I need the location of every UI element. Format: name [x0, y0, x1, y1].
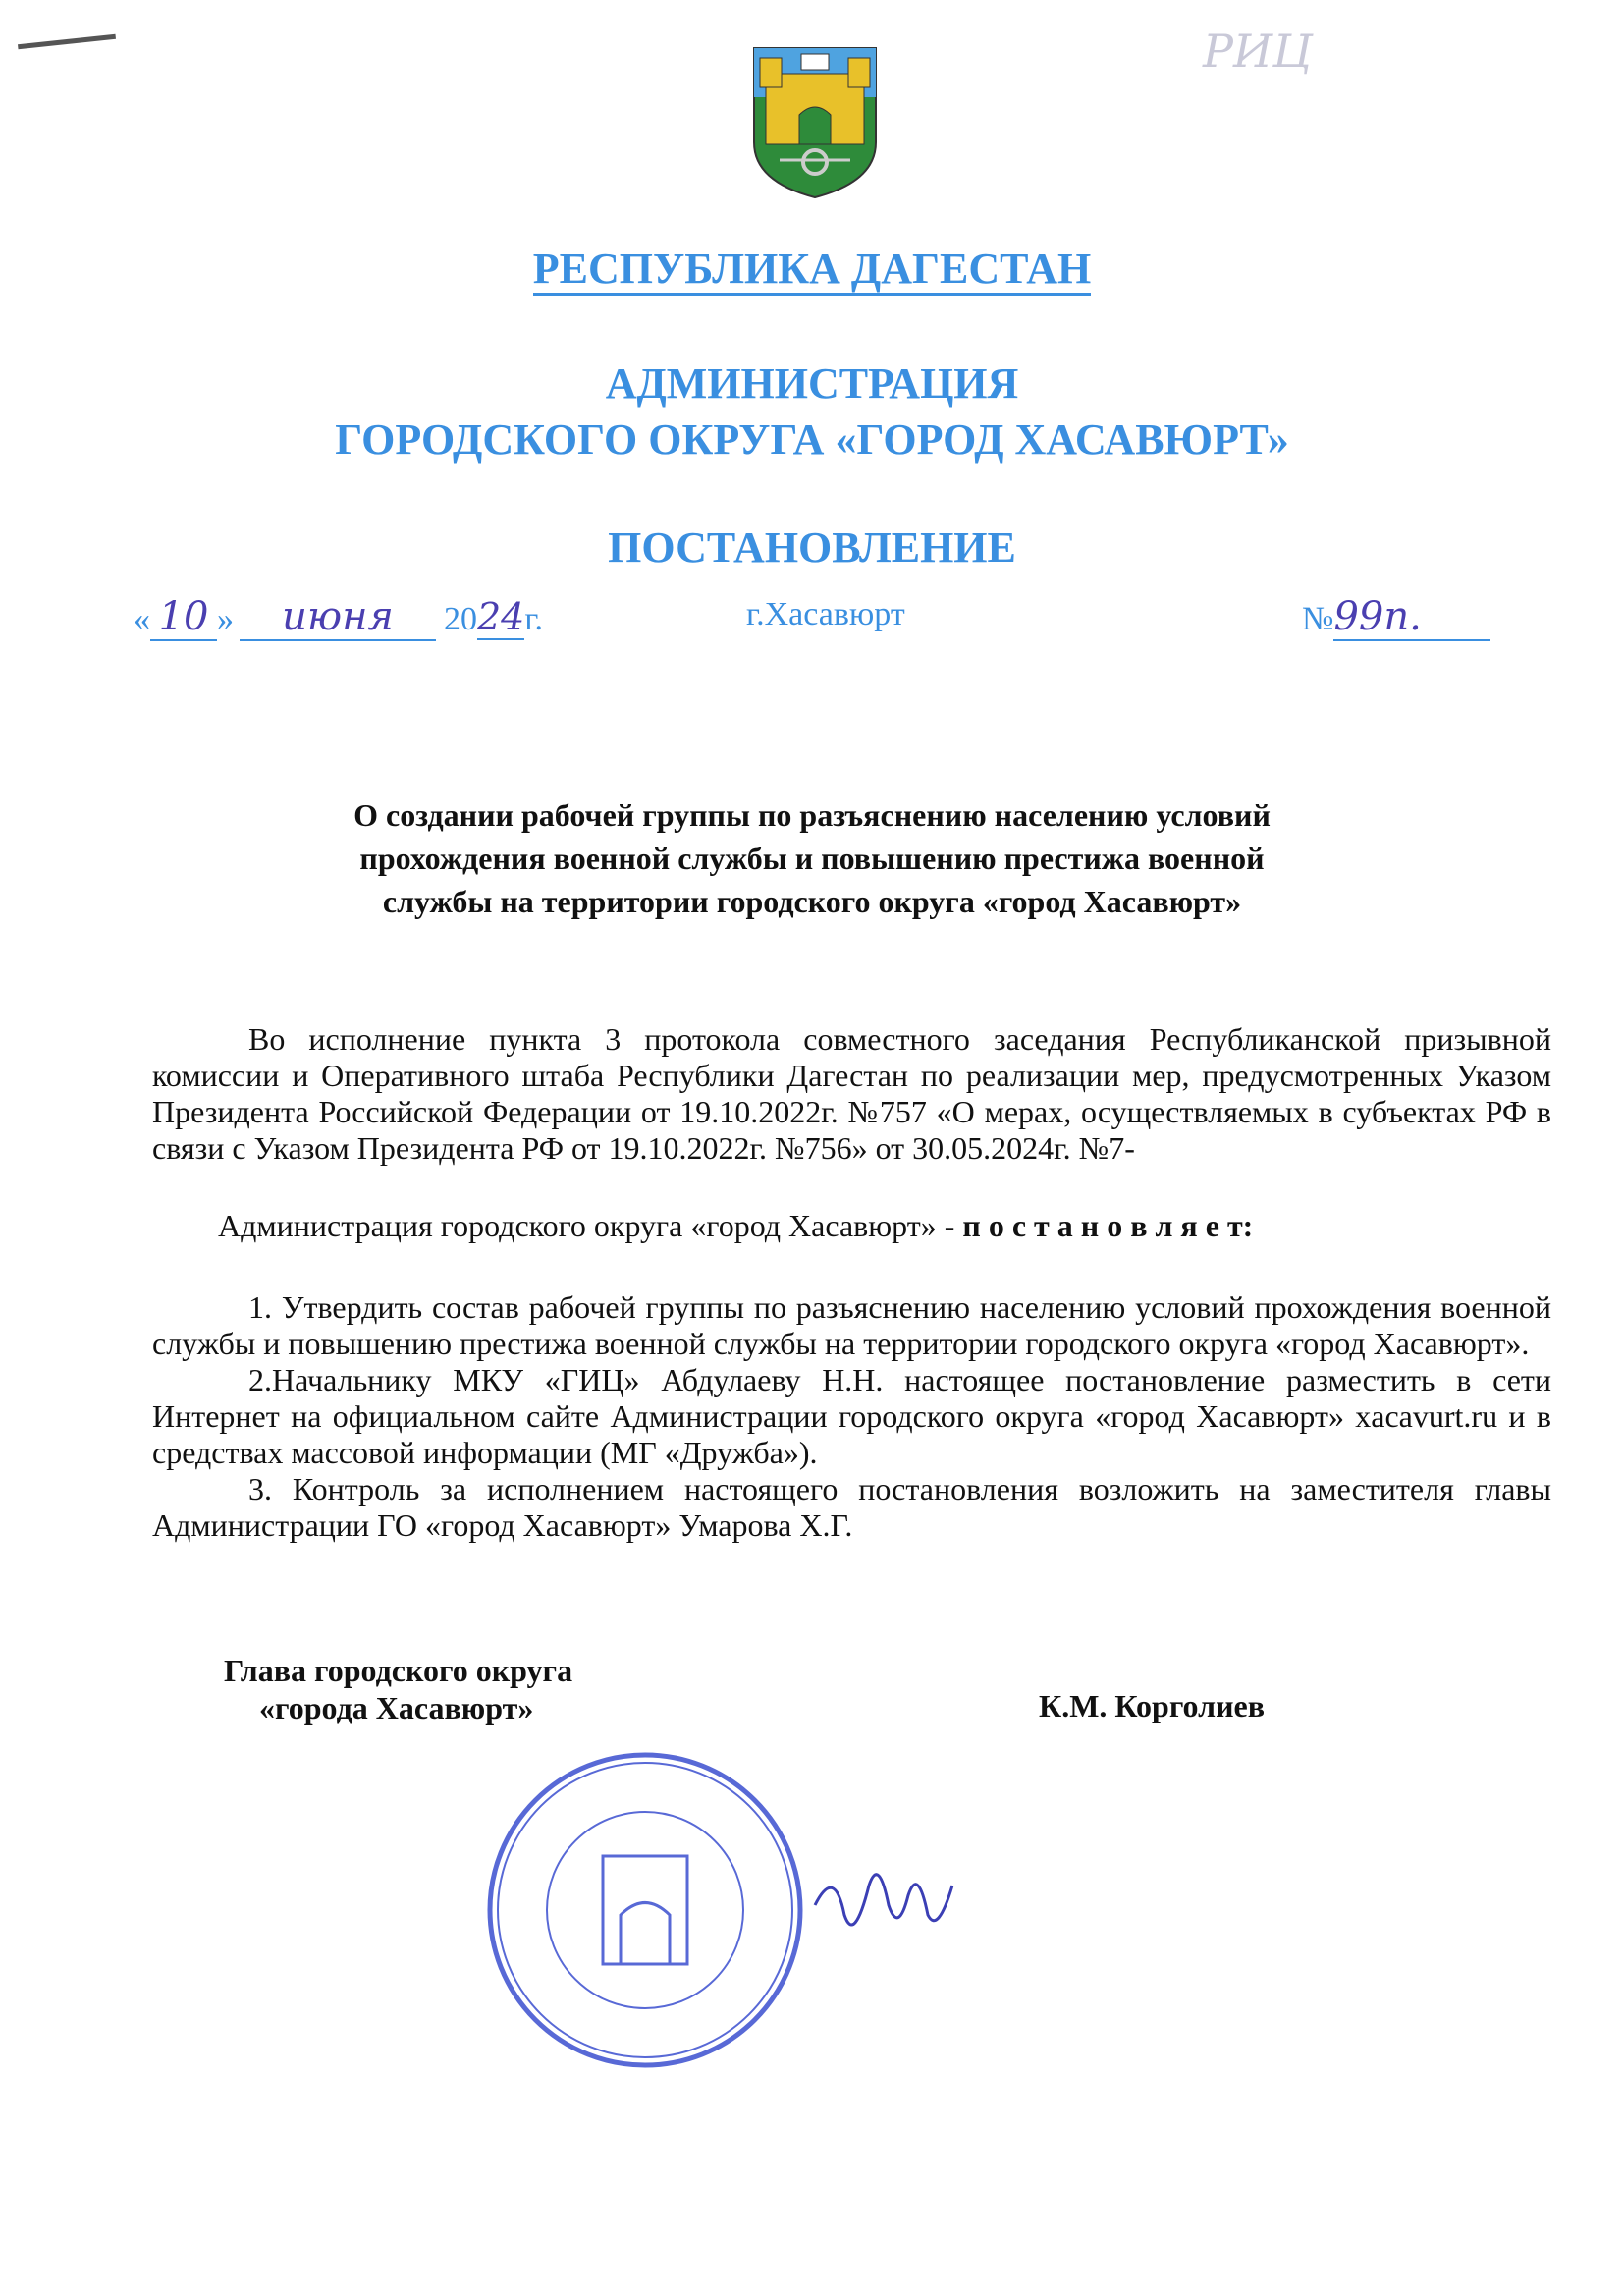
day-field — [150, 594, 217, 641]
number-value: 99п. — [1333, 594, 1422, 639]
day-value: 10 — [158, 594, 209, 639]
month-field — [240, 594, 436, 641]
items-list — [152, 1289, 1551, 1544]
preamble-text: Во исполнение пункта 3 протокола совместного заседания Республиканской призывной комиссии и Оперативного штаба Республики Дагестан по реализации мер, предусмотренных Указом Президента Российской Федерации от 19.10.2022г. №757 «О мерах, осуществляемых в субъектах РФ в связи с Указом Президента РФ от 19.10.2022г. №756» от 30.05.2024г. №7- — [152, 1021, 1551, 1166]
corner-handwritten-mark: РИЦ — [1203, 25, 1313, 78]
subject-line: О создании рабочей группы по разъяснению населению условий — [353, 797, 1271, 833]
year-unit: г. — [524, 601, 543, 637]
resolves-verb: - п о с т а н о в л я е т: — [936, 1208, 1254, 1243]
subject-line: прохождения военной службы и повышению престижа военной — [359, 841, 1265, 876]
scan-mark — [18, 34, 116, 49]
month-value: июня — [282, 594, 394, 639]
preamble — [152, 1021, 1551, 1167]
year-prefix: 20 — [444, 601, 477, 637]
city-emblem — [750, 44, 880, 201]
resolution-line — [152, 1208, 1551, 1244]
city-label: г.Хасавюрт — [746, 596, 905, 632]
resolves-subject: Администрация городского округа «город Хасавюрт» — [218, 1208, 937, 1243]
list-item: 1. Утвердить состав рабочей группы по разъяснению населению условий прохождения военной службы и повышению престижа военной службы на территории городского округа «город Хасавюрт». — [152, 1289, 1551, 1361]
administration-line1: АДМИНИСТРАЦИЯ — [605, 359, 1019, 408]
year-value: 24 — [477, 595, 525, 638]
republic-text: РЕСПУБЛИКА ДАГЕСТАН — [533, 245, 1092, 296]
quote-open: « — [134, 601, 150, 637]
official-stamp — [483, 1748, 807, 2072]
date-field — [134, 594, 543, 641]
document-type: ПОСТАНОВЛЕНИЕ — [608, 523, 1016, 572]
number-field — [1302, 594, 1490, 641]
subject-line: службы на территории городского округа «город Хасавюрт» — [382, 884, 1242, 919]
subject-title — [196, 793, 1428, 923]
document-body — [152, 1021, 1551, 1730]
list-item: 3. Контроль за исполнением настоящего постановления возложить на заместителя главы Администрации ГО «город Хасавюрт» Умарова Х.Г. — [152, 1471, 1551, 1543]
position-line1: Глава городского округа — [224, 1653, 573, 1688]
signatory-position — [224, 1652, 572, 1726]
signatory-name: К.М. Корголиев — [1039, 1688, 1265, 1723]
year-field — [477, 595, 524, 640]
number-prefix: № — [1302, 601, 1334, 637]
administration-line2: ГОРОДСКОГО ОКРУГА «ГОРОД ХАСАВЮРТ» — [335, 415, 1289, 464]
signature-block — [152, 1652, 1551, 1730]
position-line2: «города Хасавюрт» — [259, 1690, 534, 1725]
quote-close: » — [217, 601, 234, 637]
number-line — [1333, 594, 1490, 641]
republic-title — [0, 244, 1624, 294]
list-item: 2.Начальнику МКУ «ГИЦ» Абдулаеву Н.Н. настоящее постановление разместить в сети Интернет на официальном сайте Администрации городского округа «город Хасавюрт» xacavurt.ru и в средствах массовой информации (МГ «Дружба»). — [152, 1362, 1551, 1470]
handwritten-signature — [805, 1846, 962, 1954]
